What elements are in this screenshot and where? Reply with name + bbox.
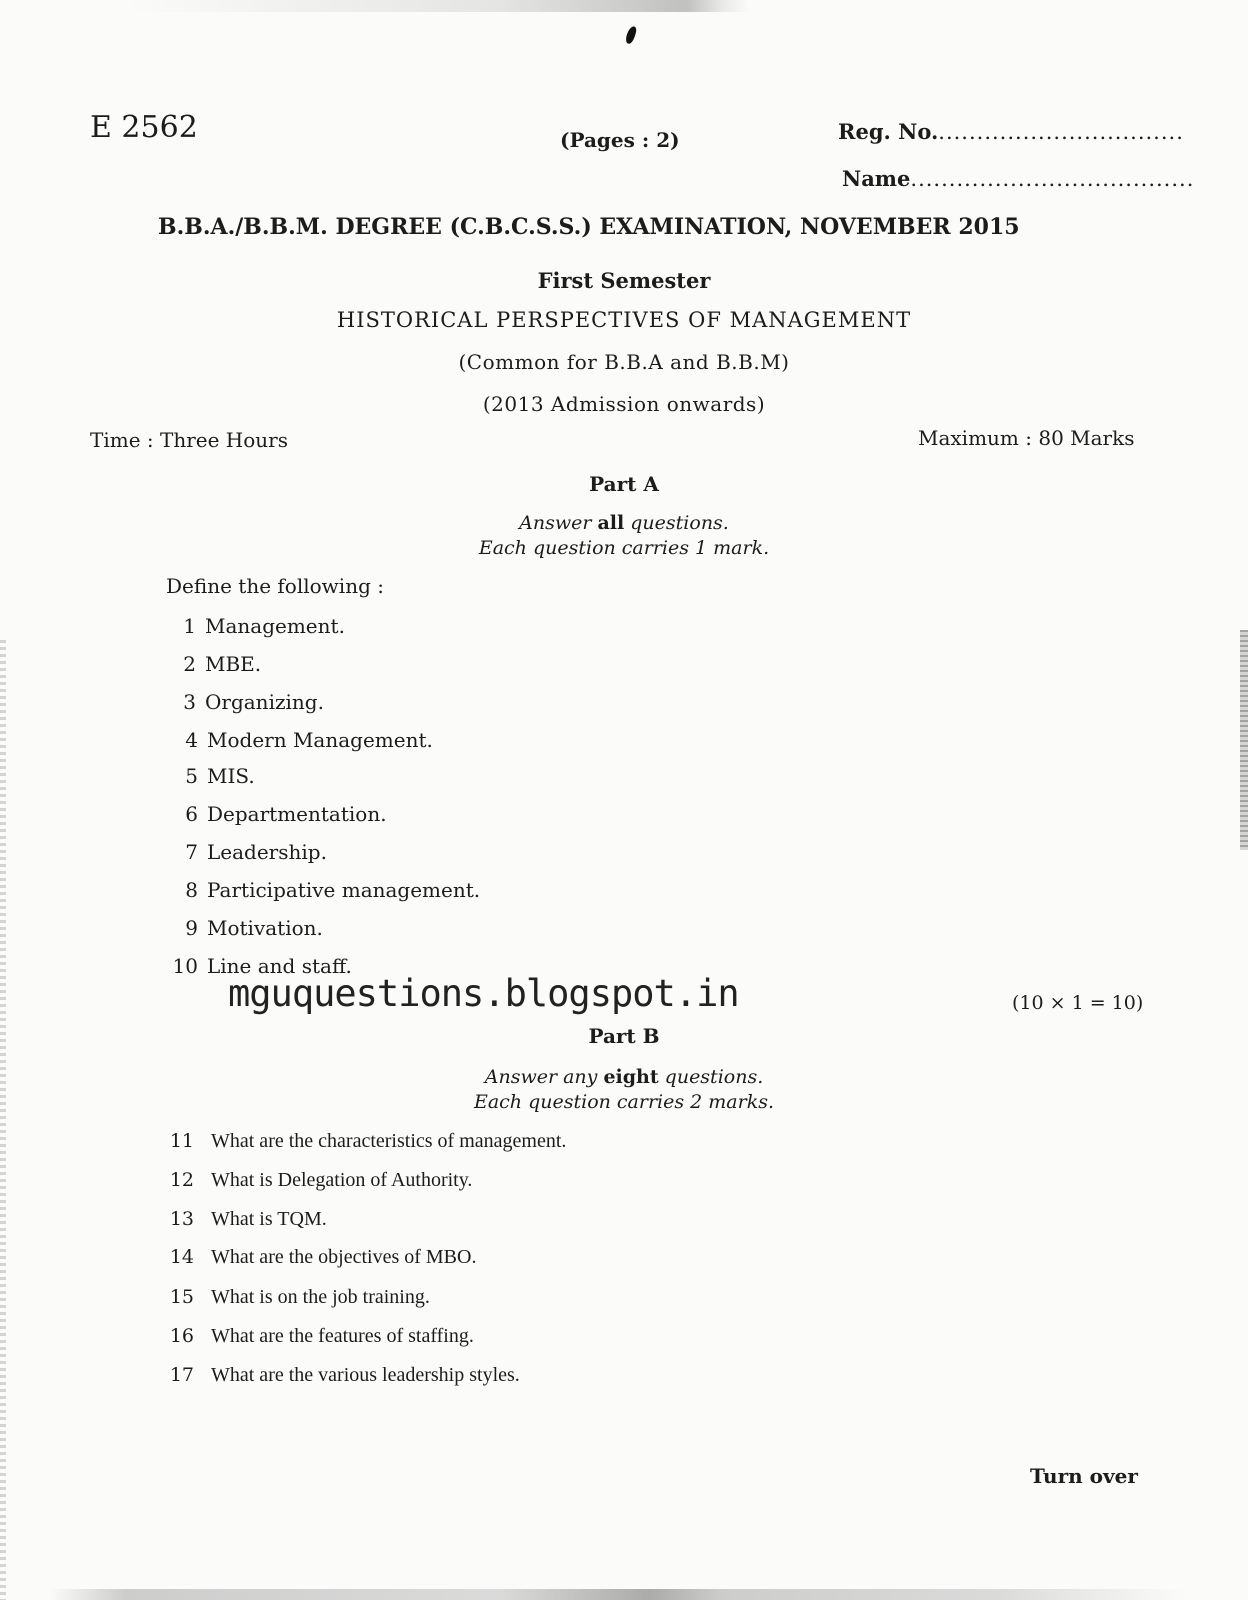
part-b-title: Part B — [588, 1024, 660, 1048]
page-count: (Pages : 2) — [560, 128, 680, 152]
question-number: 13 — [169, 1208, 194, 1230]
ink-mark — [624, 25, 637, 45]
reg-no-field — [838, 119, 1184, 144]
reg-no-dots: ................................ — [938, 120, 1184, 144]
question-text: Motivation. — [207, 916, 323, 940]
question-number: 8 — [185, 878, 198, 902]
scan-edge-bottom — [0, 1589, 1248, 1600]
question-item — [166, 1130, 566, 1153]
define-label: Define the following : — [166, 574, 384, 598]
question-text: What are the objectives of MBO. — [211, 1246, 477, 1268]
question-text: Management. — [205, 614, 345, 638]
question-number: 1 — [183, 614, 196, 638]
exam-duration: Time : Three Hours — [90, 428, 288, 452]
question-number: 17 — [169, 1364, 194, 1386]
instr-bold: all — [597, 512, 625, 534]
question-item — [160, 840, 327, 864]
question-number: 15 — [169, 1286, 194, 1308]
question-item — [160, 764, 255, 788]
question-number: 11 — [169, 1130, 194, 1152]
question-item — [158, 652, 261, 676]
part-a-title: Part A — [589, 472, 659, 496]
question-text: MBE. — [205, 652, 262, 676]
question-text: What is Delegation of Authority. — [211, 1169, 473, 1191]
question-number: 2 — [183, 652, 196, 676]
scan-edge-top — [0, 0, 1248, 12]
subject: HISTORICAL PERSPECTIVES OF MANAGEMENT — [336, 308, 912, 332]
question-text: Modern Management. — [207, 728, 433, 752]
instr-bold: eight — [603, 1066, 659, 1088]
max-marks: Maximum : 80 Marks — [918, 426, 1135, 450]
part-a-total-marks: (10 × 1 = 10) — [1012, 992, 1144, 1014]
question-item — [160, 878, 480, 902]
question-number: 14 — [169, 1246, 194, 1268]
question-item — [158, 690, 324, 714]
question-text: Departmentation. — [207, 802, 387, 826]
part-b-marks-note: Each question carries 2 marks. — [473, 1091, 775, 1113]
instr-text: Answer — [519, 512, 598, 534]
scan-edge-left — [0, 640, 6, 1600]
question-number: 3 — [183, 690, 196, 714]
scan-edge-right — [1240, 630, 1248, 850]
question-text: What are the features of staffing. — [211, 1325, 474, 1347]
question-item — [158, 614, 345, 638]
question-text: What are the various leadership styles. — [211, 1364, 520, 1386]
question-text: What are the characteristics of management. — [211, 1130, 567, 1152]
question-number: 6 — [185, 802, 198, 826]
question-number: 12 — [169, 1169, 194, 1191]
question-text: What is on the job training. — [211, 1286, 430, 1308]
question-text: What is TQM. — [211, 1208, 327, 1230]
name-label: Name — [842, 166, 911, 191]
instr-text: questions. — [624, 512, 729, 534]
part-b-instruction — [0, 1066, 1248, 1088]
question-item — [166, 1325, 474, 1348]
question-item — [166, 1208, 327, 1231]
question-number: 10 — [172, 954, 198, 978]
part-a-marks-note: Each question carries 1 mark. — [478, 537, 770, 559]
exam-title: B.B.A./B.B.M. DEGREE (C.B.C.S.S.) EXAMINATION, NOVEMBER 2015 — [158, 214, 1020, 240]
semester: First Semester — [537, 268, 711, 293]
question-item — [160, 728, 433, 752]
question-number: 5 — [185, 764, 198, 788]
question-item — [166, 1286, 430, 1309]
question-item — [166, 1364, 520, 1387]
admission-note: (2013 Admission onwards) — [482, 392, 766, 416]
part-a-instruction — [0, 512, 1248, 534]
common-note: (Common for B.B.A and B.B.M) — [458, 350, 790, 374]
question-text: Leadership. — [207, 840, 327, 864]
question-text: Participative management. — [207, 878, 481, 902]
question-item — [166, 1246, 476, 1269]
question-item — [160, 802, 387, 826]
name-field — [842, 166, 1194, 191]
name-dots: ..................................... — [910, 167, 1195, 191]
question-number: 16 — [169, 1325, 194, 1347]
question-text: Organizing. — [205, 690, 324, 714]
instr-text: Answer any — [484, 1066, 604, 1088]
reg-no-label: Reg. No. — [838, 119, 939, 144]
question-number: 7 — [185, 840, 198, 864]
question-text: Line and staff. — [207, 954, 352, 978]
turn-over: Turn over — [1030, 1464, 1138, 1488]
question-text: MIS. — [207, 764, 255, 788]
question-item — [160, 916, 323, 940]
instr-text: questions. — [658, 1066, 764, 1088]
question-number: 4 — [185, 728, 198, 752]
watermark-url: mguquestions.blogspot.in — [228, 972, 739, 1015]
question-item — [166, 1169, 472, 1192]
question-number: 9 — [185, 916, 198, 940]
paper-code: E 2562 — [90, 110, 198, 145]
